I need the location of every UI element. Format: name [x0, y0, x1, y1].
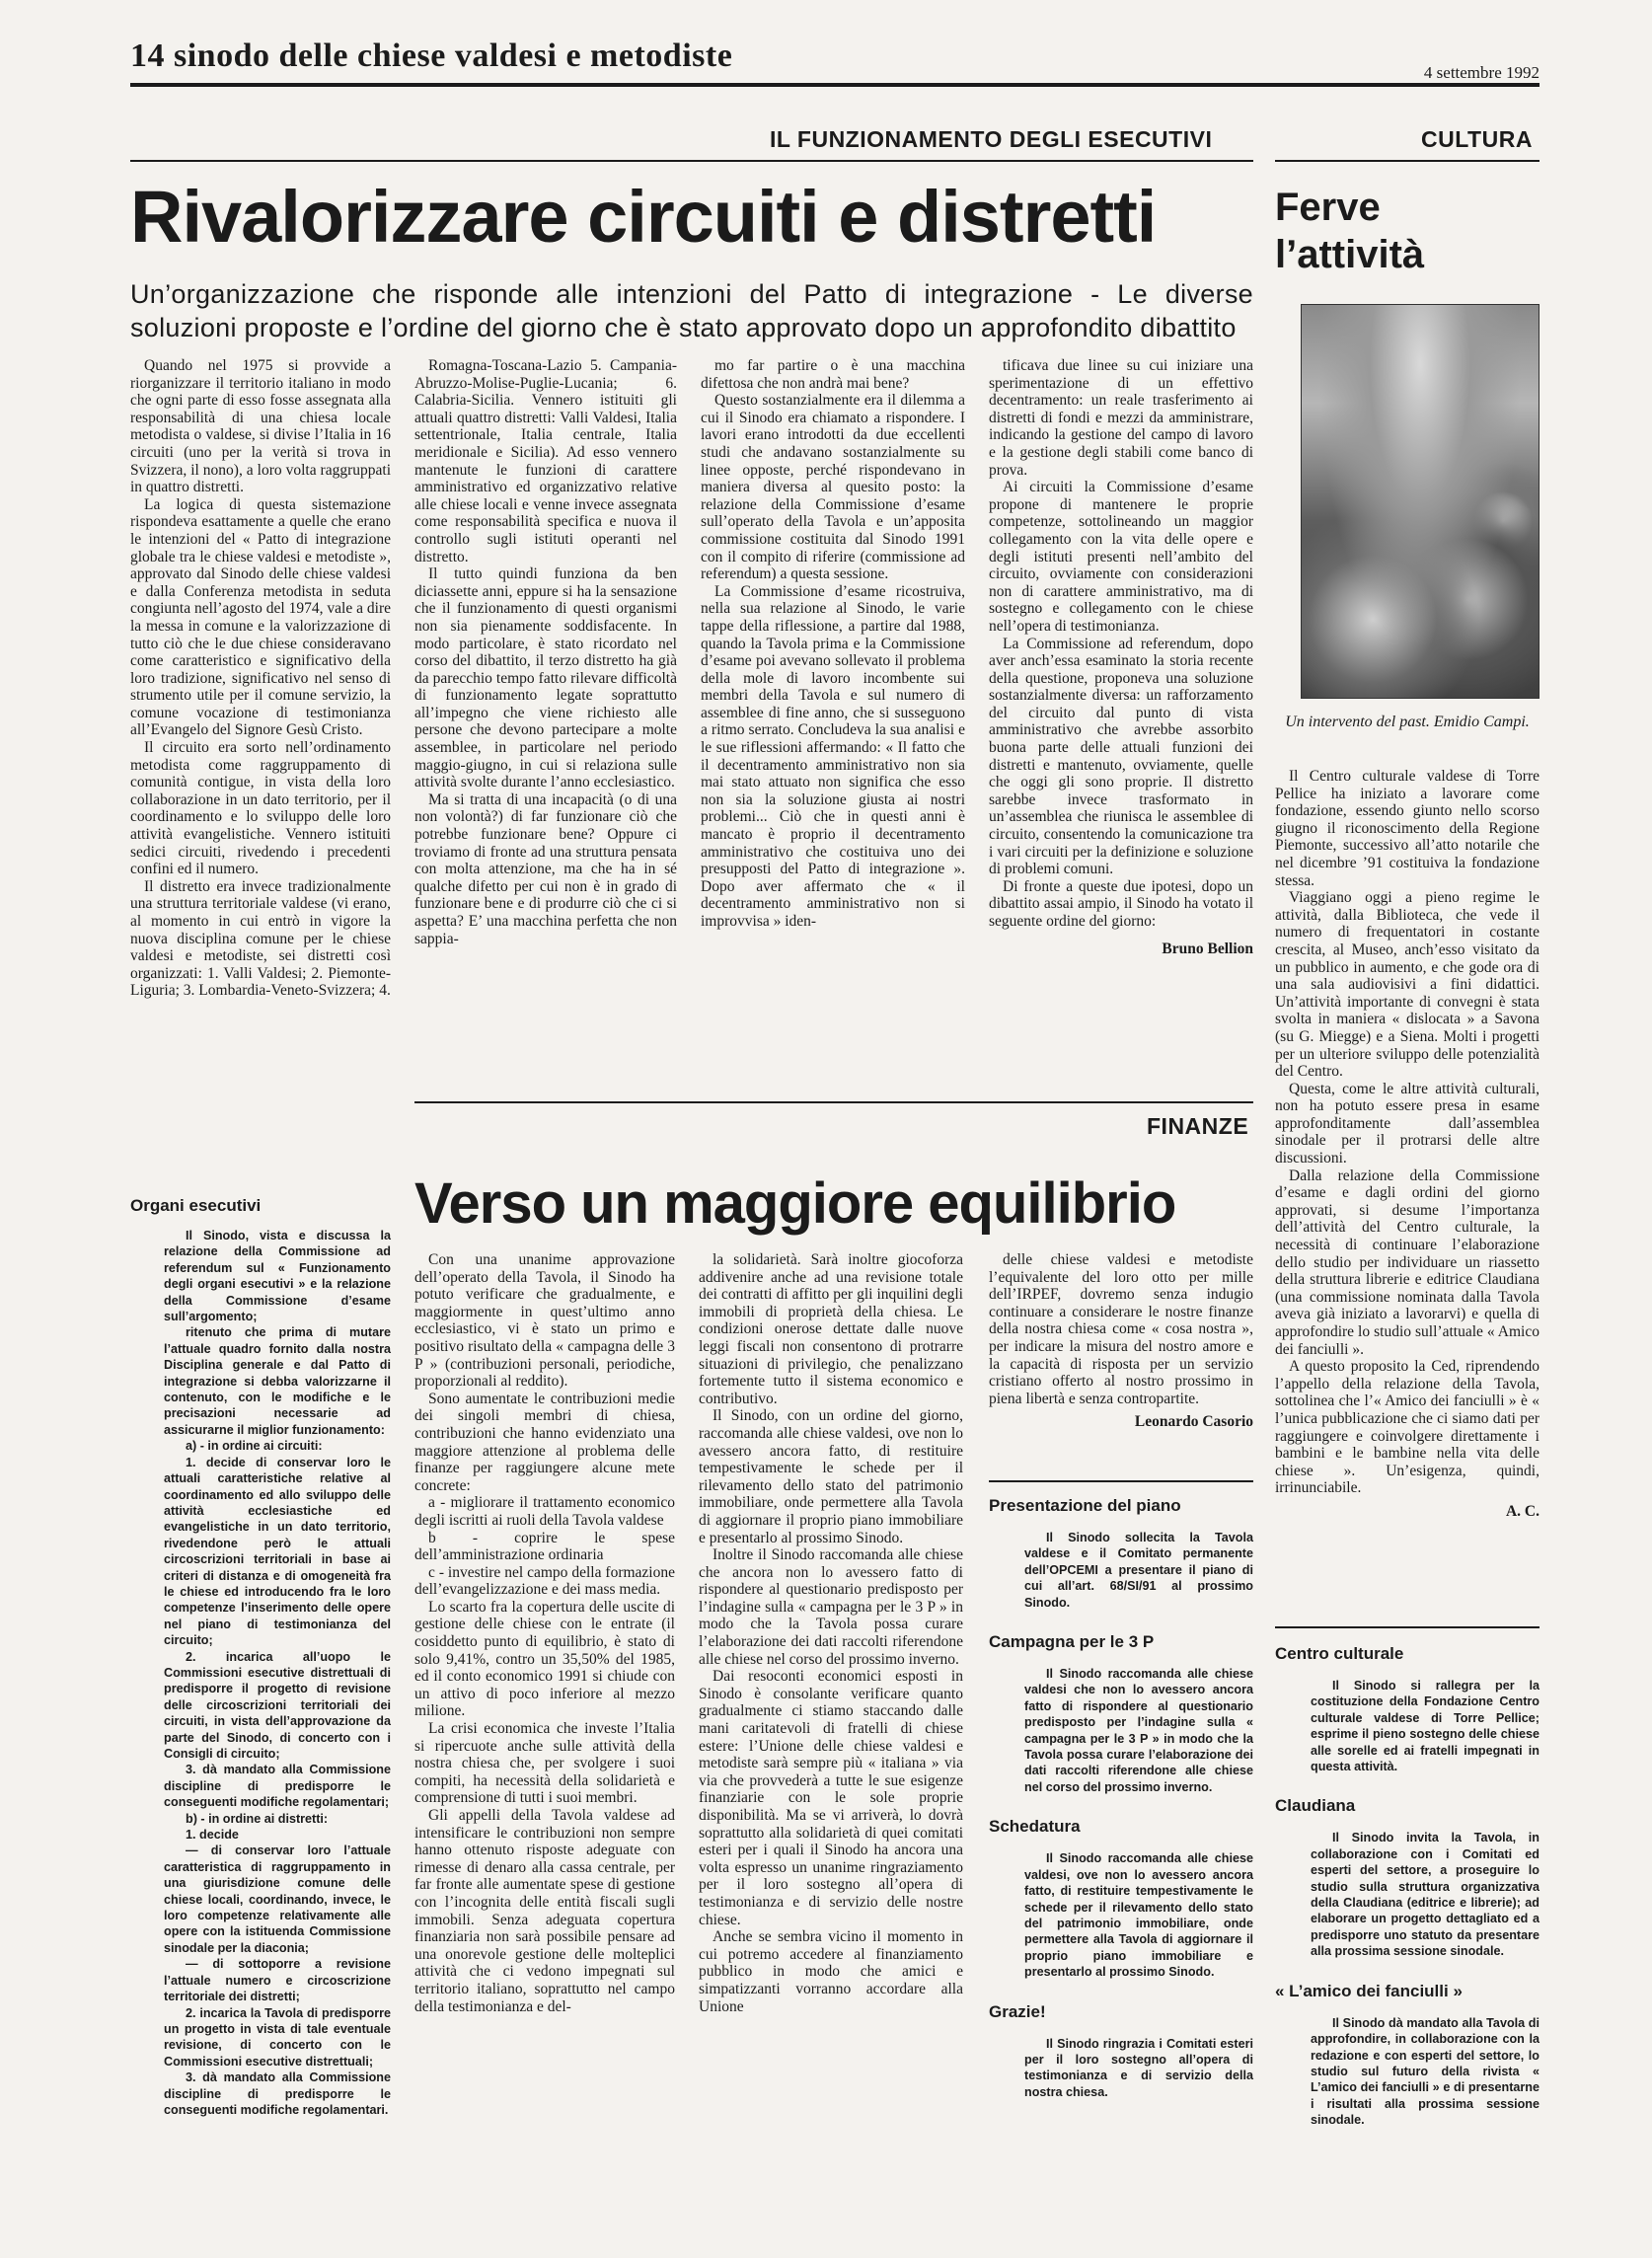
decision-block: [1275, 1644, 1539, 1774]
decision-text: [989, 1850, 1253, 1980]
paragraph: b - coprire le spese dell’amministrazione ordinaria: [414, 1529, 675, 1564]
masthead: 14 sinodo delle chiese valdesi e metodiste: [130, 38, 733, 74]
paragraph: Lo scarto fra la copertura delle uscite di gestione delle chiese con le entrate (il cosiddetto punto di equilibrio, è stato di solo 9,41%, contro un 35,50% del 1985, ed il conto economico 1991 si chiude con un attivo di poco inferiore al mezzo milione.: [414, 1598, 675, 1720]
paragraph: A questo proposito la Ced, riprendendo l’appello della relazione della Tavola, sottolinea che l’« Amico dei fanciulli » è « l’unica pubblicazione che ci siamo dati per raggiungere e coinvolgere direttamente i bambini e le bambine nella vita delle chiese ». Un’esigenza, quindi, irrinunciabile.: [1275, 1358, 1539, 1497]
decision-paragraph: Il Sinodo dà mandato alla Tavola di approfondire, in collaborazione con la redazione e con esperti del settore, lo studio sul futuro della rivista « L’amico dei fanciulli » e di presentarne i risultati alla prossima sessione sinodale.: [1311, 2015, 1539, 2128]
paragraph: Questa, come le altre attività culturali, non ha potuto essere presa in esame approfonditamente dall’assemblea sinodale per il protrarsi delle altre discussioni.: [1275, 1080, 1539, 1167]
article-column-3: [989, 1251, 1253, 1431]
paragraph: Il distretto era invece tradizionalmente una struttura territoriale valdese (vi erano, al momento in cui entrò in vigore la nuova disciplina comune per le chiese valdesi e metodiste, sei distretti così organizzati: 1. Valli Valdesi; 2. Piemonte-Liguria; 3. Lombardia-Veneto-Svizzera; 4.: [130, 877, 391, 1000]
decision-paragraph: Il Sinodo ringrazia i Comitati esteri per il loro sostegno all’opera di testimonianza e di servizio della nostra chiesa.: [1024, 2036, 1253, 2099]
paragraph: Viaggiano oggi a pieno regime le attività, dalla Biblioteca, che vede il numero di frequentatori in costante crescita, al Museo, anch’esso visitato da un pubblico in aumento, e che gode ora di una sala audiovisivi a fini didattici. Un’attività importante di convegni è stata svolta in maniera « dislocata » a Savona (su G. Miegge) e a Siena. Molti i progetti per un ulteriore sviluppo delle potenzialità del Centro.: [1275, 889, 1539, 1081]
paragraph: a - migliorare il trattamento economico degli iscritti ai ruoli della Tavola valdese: [414, 1494, 675, 1529]
author-signature: Bruno Bellion: [1162, 940, 1253, 957]
paragraph: Il Centro culturale valdese di Torre Pellice ha iniziato a lavorare come fondazione, essendo giunto nello scorso giugno il riconoscimento della Regione Piemonte, successivo all’atto notarile che nel dicembre ’91 costituiva la fondazione stessa.: [1275, 768, 1539, 889]
paragraph: Romagna-Toscana-Lazio 5. Campania-Abruzzo-Molise-Puglie-Lucania; 6. Calabria-Sicilia. Vennero istituiti gli attuali quattro distretti: Valli Valdesi, Italia settentrionale, Italia centrale, Italia meridionale e Sicilia). Ad esso vennero mantenute le funzioni di carattere amministrativo ed organizzativo relative alle chiese locali e venne invece assegnata come responsabilità specifica e nuova il controllo sugli istituti operanti nel distretto.: [414, 357, 677, 565]
decision-title: Schedatura: [989, 1817, 1081, 1837]
paragraph: La Commissione ad referendum, dopo aver anch’essa esaminato la storia recente della questione, proponeva una soluzione sostanzialmente diversa: un rafforzamento del circuito dal punto di vista amministrativo che avrebbe assorbito buona parte delle attuali funzioni dei distretti e mantenuto, ovviamente, quelle che oggi gli sono proprie. Il distretto sarebbe invece trasformato in un’assemblea che riunisca le assemblee di circuito, consentendo la comunicazione tra i vari circuiti per la definizione e soluzione di problemi comuni.: [989, 635, 1253, 878]
decision-paragraph: 3. dà mandato alla Commissione discipline di predisporre le conseguenti modifiche regolamentari;: [164, 1763, 391, 1810]
article-deck: Un’organizzazione che risponde alle intenzioni del Patto di integrazione - Le diverse soluzioni proposte e l’ordine del giorno che è stato approvato dopo un approfondito dibattito: [130, 279, 1253, 342]
article-column-3: [701, 357, 965, 931]
paragraph: Dai resoconti economici esposti in Sinodo è consolante verificare quanto gradualmente ci stiamo staccando dalle mani caritatevoli di fratelli di chiese estere: l’Unione delle chiese valdesi e metodiste sarà sempre più « italiana » via via che provvederà a tutte le sue esigenze finanziarie con le sole proprie disponibilità. Ma se vi arriverà, lo dovrà soprattutto alla solidarietà di quei comitati esteri per i quali il Sinodo ha ancora una volta espresso un unanime ringraziamento per il loro sostegno all’opera di testimonianza e di servizio delle nostre chiese.: [699, 1668, 963, 1928]
paragraph: Sono aumentate le contribuzioni medie dei singoli membri di chiesa, contribuzioni che hanno evidenziato una maggiore attenzione al problema delle finanze per raggiungere alcune mete concrete:: [414, 1390, 675, 1494]
article-kicker: FINANZE: [1147, 1113, 1249, 1139]
decision-block: [989, 1632, 1253, 1795]
decision-text: [1275, 1830, 1539, 1959]
article-headline: Verso un maggiore equilibrio: [414, 1171, 1176, 1236]
paragraph: Il Sinodo, con un ordine del giorno, raccomanda alle chiese valdesi, ove non lo avessero ancora fatto, di restituire tempestivamente le schede per il rilevamento dello stato del patrimonio immobiliare, onde permettere alla Tavola di aggiornare il proprio piano immobiliare e presentarlo al prossimo Sinodo.: [699, 1407, 963, 1546]
decision-title: Centro culturale: [1275, 1644, 1404, 1663]
paragraph: Ai circuiti la Commissione d’esame propone di mantenere le proprie competenze, sottolineando un maggior collegamento con la vita delle opere e degli istituti presenti nell’ambito del circuito, ovviamente con considerazioni non di carattere amministrativo, ma di sostegno e collegamento con le chiese nell’opera di testimonianza.: [989, 479, 1253, 635]
decision-block: [989, 2002, 1253, 2101]
decision-paragraph: Il Sinodo, vista e discussa la relazione della Commissione ad referendum sul « Funzionamento degli organi esecutivi » e la relazione della Commissione d’esame sull’argomento;: [164, 1229, 391, 1324]
decision-title: Presentazione del piano: [989, 1496, 1181, 1515]
section-rule: [1275, 160, 1539, 162]
decision-block: [989, 1817, 1253, 1980]
paragraph: mo far partire o è una macchina difettosa che non andrà mai bene?: [701, 357, 965, 392]
decision-block: [1275, 1982, 1539, 2129]
decision-paragraph: ritenuto che prima di mutare l’attuale quadro fornito dalla nostra Disciplina generale e dal Patto di integrazione si debba valorizzarne il contenuto, con le modifiche e le precisazioni necessarie ad assicurarne il miglior funzionamento:: [164, 1325, 391, 1437]
decision-title: Campagna per le 3 P: [989, 1632, 1155, 1652]
decision-paragraph: — di conservar loro l’attuale caratteristica di raggruppamento in una giurisdizione comune delle chiese locali, coordinando, invece, le loro competenze relativamente alle opere con la istituenda Commissione sinodale per la diaconia;: [164, 1844, 391, 1955]
decision-paragraph: a) - in ordine ai circuiti:: [186, 1439, 323, 1454]
decision-paragraph: 3. dà mandato alla Commissione discipline di predisporre le conseguenti modifiche regolamentari.: [164, 2070, 391, 2117]
paragraph: Il circuito era sorto nell’ordinamento metodista come raggruppamento di comunità contigue, in vista della loro collaborazione in un dato territorio, per il coordinamento e lo sviluppo delle loro attività evangelistiche. Vennero istituiti sedici circuiti, rivedendo i precedenti confini ed il numero.: [130, 739, 391, 878]
decision-paragraph: Il Sinodo raccomanda alle chiese valdesi, ove non lo avessero ancora fatto, di restituire tempestivamente le schede per il rilevamento dello stato del patrimonio immobiliare, onde permettere alla Tavola di aggiornare il proprio piano immobiliare e presentarlo al prossimo Sinodo.: [1024, 1851, 1253, 1980]
article-kicker: IL FUNZIONAMENTO DEGLI ESECUTIVI: [770, 126, 1213, 152]
culture-decisions: [1275, 1644, 1539, 2129]
decision-text: [1275, 1678, 1539, 1774]
paragraph: Ma si tratta di una incapacità (o di una non volontà?) di far funzionare ciò che potrebbe funzionare bene? Oppure ci troviamo di fronte ad una struttura pensata con molta attenzione, ma che ha in sé qualche difetto per cui non è in grado di funzionare bene e di produrre ciò che ci si aspetta? E’ una macchina perfetta che non sappia-: [414, 790, 677, 947]
decision-paragraph: — di sottoporre a revisione l’attuale numero e circoscrizione territoriale dei distretti;: [164, 1957, 391, 2004]
paragraph: Quando nel 1975 si provvide a riorganizzare il territorio italiano in modo che ogni parte di esso fosse assegnata alla responsabilità di una chiesa locale metodista o valdese, si divise l’Italia in 16 circuiti (uno per la verità si trova in Svizzera, il nono), a loro volta raggruppati in quattro distretti.: [130, 357, 391, 496]
decision-title: Claudiana: [1275, 1796, 1356, 1816]
decision-paragraph: Il Sinodo invita la Tavola, in collaborazione con i Comitati ed esperti del settore, a proseguire lo studio sulla struttura organizzativa della Claudiana (editrice e librerie); ad elaborare un progetto dettagliato ed a predisporre uno statuto da presentare alla prossima sessione sinodale.: [1311, 1831, 1539, 1959]
decision-title: Grazie!: [989, 2001, 1046, 2021]
decision-paragraph: 1. decide di conservar loro le attuali caratteristiche relative al coordinamento ed allo sviluppo delle attività ecclesiastiche ed evangelistiche in un dato territorio, rivedendone però le attuali circoscrizioni territoriali in base ai criteri di distanza e di omogeneità fra le chiese ed introducendo fra le loro competenze l’inserimento delle opere nel piano di testimonianza del circuito;: [164, 1455, 391, 1648]
paragraph: Inoltre il Sinodo raccomanda alle chiese che ancora non lo avessero fatto di rispondere al questionario predisposto per l’indagine sulla « campagna per le 3 P » in modo che la Tavola possa curare l’elaborazione dei dati raccolti riferendone alle chiese nel corso del prossimo inverno.: [699, 1546, 963, 1668]
decision-paragraph: 1. decide: [186, 1828, 239, 1843]
section-rule: [414, 1101, 1253, 1103]
decision-paragraph: 2. incarica all’uopo le Commissioni esecutive distrettuali di predisporre il progetto di revisione delle circoscrizioni territoriali dei circuiti, in vista dell’approvazione da parte del Sinodo, di concerto con i Consigli di circuito;: [164, 1649, 391, 1761]
paragraph: Con una unanime approvazione dell’operato della Tavola, il Sinodo ha potuto verificare che gradualmente, e maggiormente in quest’ultimo anno ecclesiastico, vi è stato un primo e positivo risultato della « campagna delle 3 P » (contribuzioni personali, periodiche, proporzionali al reddito).: [414, 1251, 675, 1391]
issue-date: 4 settembre 1992: [1423, 63, 1539, 82]
author-signature: Leonardo Casorio: [1134, 1413, 1253, 1431]
paragraph: Dalla relazione della Commissione d’esame e dagli ordini del giorno approvati, si desume l’importanza dell’attività del Centro culturale, la necessità di continuare l’elaborazione dello studio per individuare un riassetto della struttura librerie e editrice Claudiana (una commissione nominata dalla Tavola aveva già iniziato a lavorarvi) e quella di approfondire lo studio sull’attuale « Amico dei fanciulli ».: [1275, 1167, 1539, 1358]
article-column-4: [989, 357, 1253, 957]
photo-caption: Un intervento del past. Emidio Campi.: [1285, 714, 1530, 730]
paragraph: tificava due linee su cui iniziare una sperimentazione di un effettivo decentramento: un reale trasferimento ai distretti di fondi e mezzi da amministrare, indicando la gestione del campo di lavoro e la gestione degli stabili come banco di prova.: [989, 357, 1253, 479]
paragraph: Di fronte a queste due ipotesi, dopo un dibattito assai ampio, il Sinodo ha votato il seguente ordine del giorno:: [989, 877, 1253, 930]
decision-text: [989, 2036, 1253, 2101]
paragraph: Gli appelli della Tavola valdese ad intensificare le contribuzioni non sempre hanno ottenuto risposte adeguate con rimesse di denaro alla cassa centrale, per far fronte alle aumentate spese di gestione con l’incognita delle entità fiscali sugli immobili. Senza adeguata copertura finanziaria non sarà possibile pensare ad una onorevole gestione delle molteplici attività che ci vedono impegnati sul territorio italiano, soprattutto nel campo della testimonianza e del-: [414, 1807, 675, 2015]
section-rule: [130, 160, 1253, 162]
paragraph: la solidarietà. Sarà inoltre giocoforza addivenire anche ad una revisione totale dei contratti di affitto per gli inquilini degli immobili di proprietà della chiesa. Le condizioni onerose dettate dalle nuove leggi fiscali non consentono di protrarre situazioni di privilegio, che penalizzano fortemente tutto il sistema economico e contributivo.: [699, 1251, 963, 1407]
box-rule: [1275, 1626, 1539, 1628]
masthead-rule: [130, 83, 1539, 87]
decision-block: [1275, 1796, 1539, 1959]
article-column-1: [130, 357, 391, 1000]
paragraph: Anche se sembra vicino il momento in cui potremo accedere al finanziamento pubblico in modo che amici e simpatizzanti vorranno accordare alla Unione: [699, 1928, 963, 2015]
decision-text: [989, 1530, 1253, 1611]
article-headline: Rivalorizzare circuiti e distretti: [130, 176, 1157, 258]
decision-paragraph: Il Sinodo sollecita la Tavola valdese e il Comitato permanente dell’OPCEMI a presentare il piano di cui all’art. 68/SI/91 al prossimo Sinodo.: [1024, 1531, 1253, 1610]
decision-paragraph: b) - in ordine ai distretti:: [186, 1811, 329, 1826]
sidebar-column: [1275, 768, 1539, 1521]
decision-paragraph: 2. incarica la Tavola di predisporre un progetto in vista di tale eventuale revisione, di concerto con le Commissioni esecutive distrettuali;: [164, 2005, 391, 2069]
author-signature: A. C.: [1505, 1502, 1539, 1520]
paragraph: delle chiese valdesi e metodiste l’equivalente del loro otto per mille dell’IRPEF, dovremo senza indugio continuare a considerare le nostre finanze della nostra chiesa come « cosa nostra », per indicare la misura del nostro amore e la capacità di risposta per un servizio cristiano offerto al nostro prossimo in piena libertà e senza contropartite.: [989, 1251, 1253, 1407]
decision-text: [1275, 2015, 1539, 2129]
box-rule: [989, 1480, 1253, 1482]
paragraph: La crisi economica che investe l’Italia si ripercuote anche sulle attività della nostra chiesa che, per svolgere i suoi compiti, ha necessità della solidarietà e comprensione di tutti i suoi membri.: [414, 1720, 675, 1807]
decision-box: [164, 1228, 391, 2118]
paragraph: Questo sostanzialmente era il dilemma a cui il Sinodo era chiamato a rispondere. I lavori erano introdotti da due eccellenti studi che andavano sostanzialmente su linee opposte, perché rispondevano in maniera diversa al quesito posto: la relazione della Commissione d’esame sull’operato della Tavola e un’apposita commissione costituita dal Sinodo 1991 con il compito di riferire (commissione ad referendum) a questa sessione.: [701, 392, 965, 583]
section-label: CULTURA: [1421, 126, 1533, 152]
meeting-photo: [1301, 304, 1539, 699]
paragraph: Il tutto quindi funziona da ben diciassette anni, eppure si ha la sensazione che il funzionamento di questi organismi non sia pienamente soddisfacente. In modo particolare, è stato ricordato nel corso del dibattito, il terzo distretto ha già da parecchio tempo fatto rilevare difficoltà di funzionamento legate soprattutto all’impegno che viene richiesto alle persone che devono partecipare a molte assemblee, in particolare nel periodo maggio-giugno, in cui si relaziona sulle attività svolte durante l’anno ecclesiastico.: [414, 565, 677, 791]
article-column-2: [699, 1251, 963, 2015]
decision-block: [989, 1496, 1253, 1611]
decision-title: Organi esecutivi: [130, 1196, 262, 1215]
decision-title: « L’amico dei fanciulli »: [1275, 1981, 1463, 2000]
finance-decisions: [989, 1496, 1253, 2100]
decision-text: [989, 1666, 1253, 1795]
article-column-2: [414, 357, 677, 947]
decision-paragraph: Il Sinodo raccomanda alle chiese valdesi che non lo avessero ancora fatto di rispondere al questionario predisposto per l’indagine sulla « campagna per le 3 P » in modo che la Tavola possa curare l’elaborazione dei dati raccolti riferendone alle chiese nel corso del prossimo inverno.: [1024, 1667, 1253, 1794]
decision-paragraph: Il Sinodo si rallegra per la costituzione della Fondazione Centro culturale valdese di Torre Pellice; esprime il pieno sostegno delle chiese alle sorelle ed ai fratelli impegnati in questa attività.: [1311, 1679, 1539, 1774]
sidebar-headline: Ferve l’attività: [1275, 186, 1425, 276]
paragraph: La logica di questa sistemazione rispondeva esattamente a quelle che erano le intenzioni del « Patto di integrazione globale tra le chiese valdesi e metodiste », approvato dal Sinodo delle chiese valdesi e dalla Conferenza metodista in seduta congiunta nell’agosto del 1974, vale a dire la messa in comune e la valorizzazione di tutto ciò che le due chiese consideravano come caratteristico e significativo della loro tradizione, significativo nel senso di strumento utile per il comune servizio, la comune vocazione di testimonianza all’Evangelo del Signore Gesù Cristo.: [130, 495, 391, 739]
paragraph: c - investire nel campo della formazione dell’evangelizzazione e dei mass media.: [414, 1563, 675, 1599]
paragraph: La Commissione d’esame ricostruiva, nella sua relazione al Sinodo, le varie tappe della riflessione, a partire dal 1988, quando la Tavola prima e la Commissione d’esame poi avevano sollevato il problema della mole di lavoro incombente sui membri della Tavola e sul numero di assemblee di fine anno, che si susseguono a ritmo serrato. Concludeva la sua analisi e le sue riflessioni affermando: « Il fatto che il decentramento amministrativo non sia mai stato attuato non significa che esso non sia la soluzione giusta ai nostri problemi... Ciò che in questi anni è mancato è proprio il decentramento amministrativo che costituiva uno dei presupposti del Patto di integrazione ». Dopo aver affermato che « il decentramento amministrativo non si improvvisa » iden-: [701, 582, 965, 930]
article-column-1: [414, 1251, 675, 2015]
